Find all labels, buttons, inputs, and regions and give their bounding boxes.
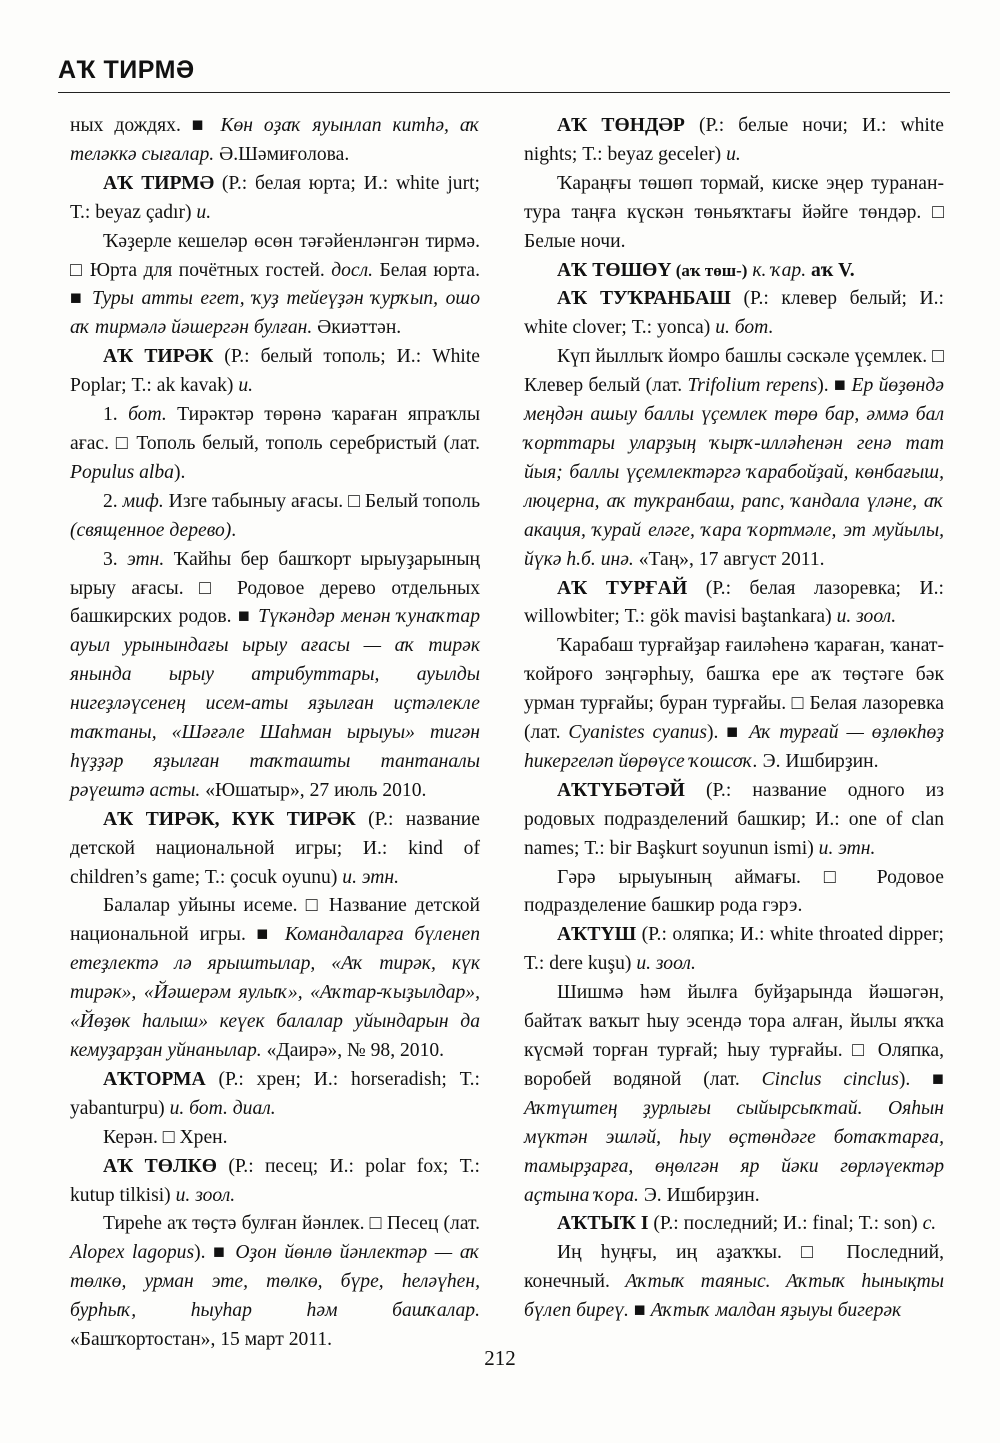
text: ). ■ xyxy=(706,722,750,744)
headword: АҠ ТУҠРАНБАШ xyxy=(557,288,731,310)
grammar-label: и. зоол. xyxy=(836,606,897,628)
entry-definition xyxy=(524,170,944,257)
entry-header xyxy=(70,343,480,401)
grammar-label: с. xyxy=(922,1213,937,1235)
example-quote: Оҙон йөнлө йәнлектәр — аҡ төлкө, урман эте, төлкө, бүре, һеләүһен, бурһыҡ, һыуһар һәм башҡалар. xyxy=(70,1242,480,1322)
headword: АҠТҮШ xyxy=(557,924,637,946)
latin-name: Populus alba xyxy=(70,461,174,483)
example-quote: Түкәндәр менән ҡунаҡтар ауыл урынындағы ырыу ағасы — аҡ тирәк янында ырыу атрибуттары, ауылды нигеҙләүсенең исем-аты яҙылған иҫтәлекле таҡтаны, «Шәғәле Шаһман ырыуы» тигән һүҙҙәр яҙылған таҡташты тантаналы рәүештә асты. xyxy=(70,606,481,801)
text: Балалар уйыны исеме. □ Название детской национальной игры. ■ xyxy=(70,895,480,946)
cross-ref-label: к. ҡар. xyxy=(752,259,807,281)
label: бот. xyxy=(128,404,167,426)
label: досл. xyxy=(331,259,374,281)
label: миф. xyxy=(122,490,164,512)
gloss: (священное дерево) xyxy=(70,519,232,541)
label: этн. xyxy=(127,548,165,570)
example-quote: Аҡ турғай — өҙлөкһөҙ һикергеләп йөрөүсе ҡошсоҡ. xyxy=(524,722,944,772)
sense-number: 2. xyxy=(103,490,123,512)
translations: (Р.: белая юрта; И.: white jurt; Т.: beyaz çadır) xyxy=(70,172,480,223)
example-quote: Туры атты егет, ҡуҙ тейеүҙән ҡурҡып, ошо аҡ тирмәлә йәшергән булған. xyxy=(70,288,480,339)
text: Ҡәҙерле кешеләр өсөн тәғәйенләнгән тирмә. □ Юрта для почётных гостей. xyxy=(70,230,480,281)
headword: АҠ ТИРӘК, КҮК ТИРӘК xyxy=(103,808,356,830)
latin-name: Alopex lagopus xyxy=(70,1242,195,1264)
source: «Таң», 17 август 2011. xyxy=(633,548,825,570)
headword: АҠ ТӨЛКӨ xyxy=(103,1155,218,1177)
grammar-label: и. бот. xyxy=(715,317,774,339)
grammar-label: и. этн. xyxy=(342,866,400,888)
text: Тирәктәр төрөнә ҡараған япраҡлы ағас. □ Тополь белый, тополь серебристый (лат. xyxy=(70,404,480,454)
source: Э. Ишбирҙин. xyxy=(638,1184,760,1206)
headword: АҠ ТУРҒАЙ xyxy=(557,577,688,599)
translations: (Р.: название одного из родовых подразделений башкир; И.: one of clan names; Т.: bir Başkurt soyunun ismi) xyxy=(524,779,944,859)
entry-definition xyxy=(70,1124,480,1153)
headword: АҠ ТӨШӨҮ xyxy=(557,259,672,281)
entry-header xyxy=(524,257,944,286)
page-number: 212 xyxy=(484,1346,516,1370)
entry-definition xyxy=(524,1239,944,1326)
entry-definition xyxy=(70,892,480,1065)
example-quote: Ер йөҙөндә меңдән ашыу баллы үҫемлек төрө бар, әммә бал ҡорттары уларҙың ҡырҡ-илләһенән генә тат йыя; баллы үҫемлектәргә ҡарабойҙай, көнбағыш, люцерна, аҡ туҡранбаш, рапс, ҡандала үләне, аҡ акация, ҡурай еләге, ҡара ҡортмәле, эт муйылы, йүкә һ.б. инә. xyxy=(524,375,944,570)
cross-ref-target: аҡ V. xyxy=(806,259,855,281)
text: ных дождях. ■ xyxy=(70,115,221,136)
header-rule xyxy=(58,92,950,93)
translations: (Р.: белый тополь; И.: White Poplar; Т.: ak kavak) xyxy=(70,346,480,397)
entry-header xyxy=(70,170,480,228)
entry-header xyxy=(524,285,944,343)
grammar-label: и. этн. xyxy=(818,837,876,859)
example-quote: Көн оҙаҡ яуынлап китһә, аҡ теләккә сығалар. xyxy=(70,115,480,165)
translations: (Р.: песец; И.: polar fox; Т.: kutup tilkisi) xyxy=(70,1155,480,1206)
right-column xyxy=(524,112,944,1326)
entry-header xyxy=(524,112,944,170)
headword-stem: (аҡ төш-) xyxy=(671,260,748,280)
left-column xyxy=(70,112,480,1355)
continued-paragraph xyxy=(70,112,480,170)
translations: (Р.: оляпка; И.: white throated dipper; Т.: dere kuşu) xyxy=(524,924,944,975)
text: Ҡараңғы төшөп тормай, киске эңер туранан-тура таңға күскән төньяҡтағы йәйге төндәр. □ Белые ночи. xyxy=(524,172,944,252)
text: Ҡайһы бер башҡорт ырыуҙарының ырыу ағасы. □ Родовое дерево отдельных башкирских родов. ■ xyxy=(70,548,480,628)
example-phrase: Аҡтыҡ таяныс. Аҡтыҡ һынықты бүлеп биреү. xyxy=(524,1271,944,1322)
translations: (Р.: название детской национальной игры; И.: kind of children’s game; Т.: çocuk oyunu) xyxy=(70,808,480,888)
translations: (Р.: клевер белый; И.: white clover; Т.: yonca) xyxy=(524,288,944,339)
entry-sense xyxy=(70,546,480,806)
headword: АҠТЫҠ I xyxy=(557,1213,649,1235)
grammar-label: и. xyxy=(196,201,212,223)
entry-header xyxy=(70,1153,480,1211)
entry-definition xyxy=(524,979,944,1210)
text: Иң һуңғы, иң аҙаҡҡы. □ Последний, конечный. xyxy=(524,1242,944,1293)
source: Әкиәттән. xyxy=(312,317,402,339)
text: ■ xyxy=(628,1300,651,1322)
text: Шишмә һәм йылға буйҙарында йәшәгән, байтаҡ ваҡыт һыу эсендә тора алған, йылы яҡҡа күсмәй торған турғай; һыу турғайы. □ Оляпка, воробей водяной (лат. xyxy=(524,982,944,1090)
example-quote: Аҡтүштең ҙурлығы сыйырсыҡтай. Ояһын мүктән эшләй, һыу өҫтөндәге ботаҡтарға, тамырҙарға, өңөлгән яр йәки гөрләүектәр аҫтына ҡора. xyxy=(524,1097,944,1206)
headword: АҠТОРМА xyxy=(103,1068,206,1090)
headword: АҠТҮБӘТӘЙ xyxy=(557,779,685,801)
entry-definition xyxy=(524,632,944,777)
text: Гәрә ырыуының аймағы. □ Родовое подразделение башкир рода гэрэ. xyxy=(524,866,944,917)
translations: (Р.: последний; И.: final; Т.: son) xyxy=(648,1213,923,1235)
entry-definition xyxy=(524,343,944,574)
entry-header xyxy=(70,1066,480,1124)
headword: АҠ ТИРӘК xyxy=(103,346,214,368)
entry-header xyxy=(524,575,944,633)
entry-header xyxy=(524,777,944,864)
sense-number: 3. xyxy=(103,548,128,570)
sense-number: 1. xyxy=(103,404,129,426)
translations: (Р.: хрен; И.: horseradish; Т.: yabanturpu) xyxy=(70,1068,480,1119)
source: «Даирә», № 98, 2010. xyxy=(261,1040,445,1061)
example-quote: Командаларға бүленеп етеҙлектә лә ярыштылар, «Аҡ тирәк, күк тирәк», «Йәшерәм яулыҡ», «Аҡтар-ҡыҙылдар», «Йөҙөк һалыш» кеүек балалар уйындарын да кемуҙарҙан уйнанылар. xyxy=(70,924,481,1061)
text: Белая юрта. ■ xyxy=(70,259,480,310)
entry-header xyxy=(524,921,944,979)
latin-name: Cinclus cinclus xyxy=(761,1068,899,1090)
grammar-label: и. бот. диал. xyxy=(169,1097,276,1119)
text: Тиреһе аҡ төҫтә булған йәнлек. □ Песец (лат. xyxy=(103,1213,480,1235)
text: Изге табыныу ағасы. □ Белый тополь xyxy=(163,490,481,512)
source: «Юшатыр», 27 июль 2010. xyxy=(200,779,427,801)
source: Ә.Шәмиғолова. xyxy=(214,143,350,165)
entry-sense xyxy=(70,488,480,546)
entry-header xyxy=(524,1210,944,1239)
grammar-label: и. xyxy=(238,375,254,397)
running-head: АҠ ТИРМӘ xyxy=(58,56,195,84)
entry-definition xyxy=(524,864,944,922)
translations: (Р.: белая лазоревка; И.: willowbiter; Т.: gök mavisi baştankara) xyxy=(524,577,944,628)
text: Керән. □ Хрен. xyxy=(103,1126,228,1148)
headword: АҠ ТӨНДӘР xyxy=(557,115,685,136)
text: Күп йыллыҡ йомро башлы сәскәле үҫемлек. □ Клевер белый (лат. xyxy=(524,346,944,397)
headword: АҠ ТИРМӘ xyxy=(103,172,215,194)
text: ). ■ xyxy=(194,1242,236,1264)
entry-definition xyxy=(70,228,480,344)
source: Э. Ишбирҙин. xyxy=(757,750,879,772)
text: . xyxy=(231,519,237,541)
grammar-label: и. зоол. xyxy=(175,1184,236,1206)
text: Ҡарабаш турғайҙар ғаиләһенә ҡараған, ҡанат-ҡойроғо зәңгәрһыу, башҡа ере аҡ төҫтәге бәк урман турғайы; буран турғайы. □ Белая лазоревка (лат. xyxy=(524,635,944,744)
source: «Башҡортостан», 15 март 2011. xyxy=(70,1329,333,1351)
latin-name: Trifolium repens xyxy=(687,375,818,397)
text: ). ■ xyxy=(898,1068,944,1090)
entry-sense xyxy=(70,401,480,488)
text: ). ■ xyxy=(817,375,852,397)
entry-header xyxy=(70,806,480,893)
entry-definition xyxy=(70,1210,480,1355)
example-quote: Аҡтыҡ малдан яҙыуы бигерәк xyxy=(650,1300,902,1322)
translations: (Р.: белые ночи; И.: white nights; Т.: beyaz geceler) xyxy=(524,115,945,165)
text: ). xyxy=(173,461,186,483)
grammar-label: и. зоол. xyxy=(636,953,696,975)
grammar-label: и. xyxy=(726,143,741,165)
latin-name: Cyanistes cyanus xyxy=(568,722,707,744)
